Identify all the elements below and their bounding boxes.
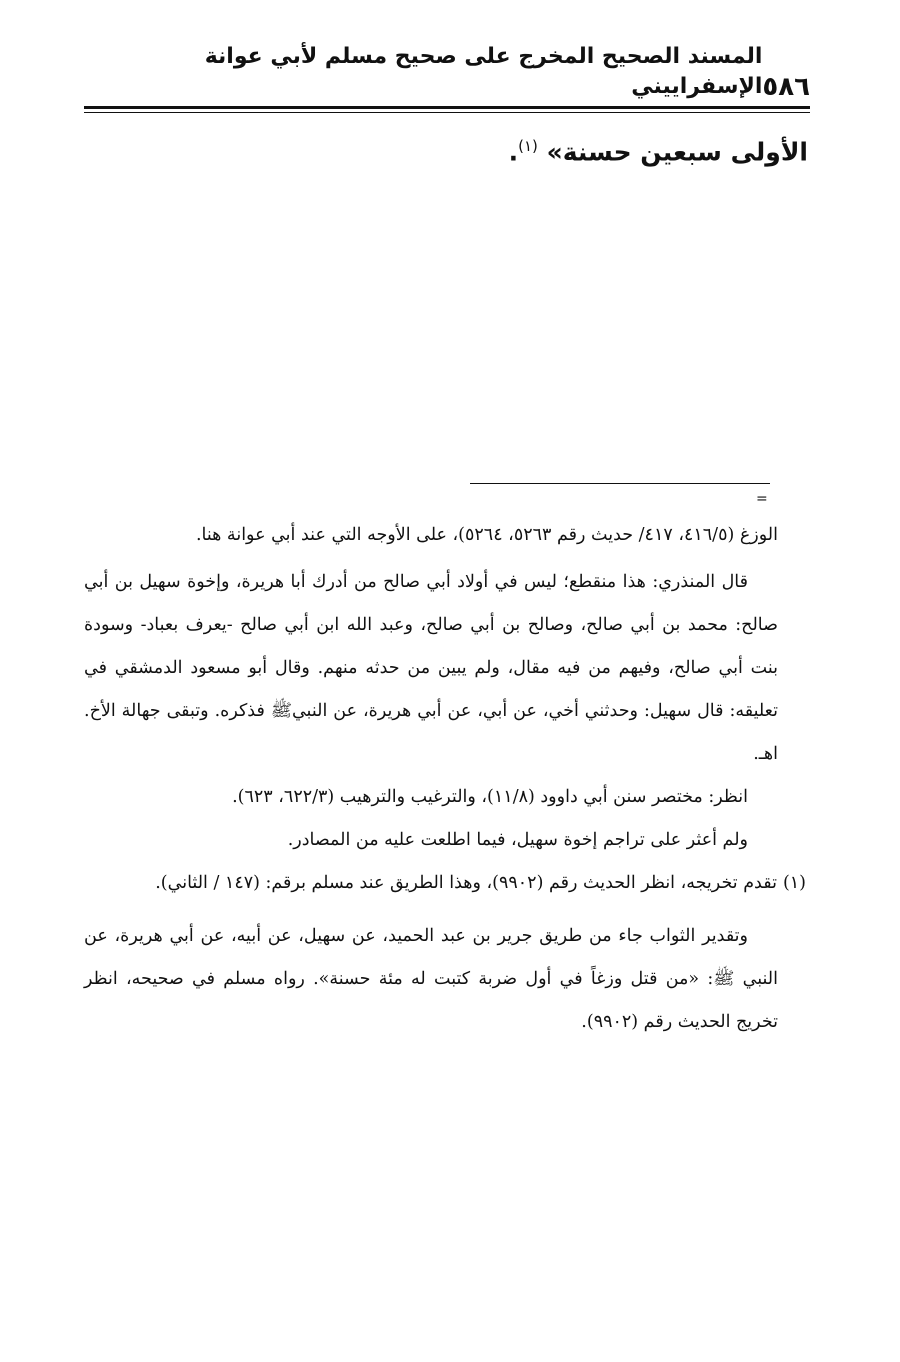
footnote-1 bbox=[84, 862, 806, 905]
running-title: المسند الصحيح المخرج على صحيح مسلم لأبي عوانة الإسفراييني bbox=[204, 44, 763, 99]
footnotes bbox=[84, 514, 806, 1044]
footnote-paragraph: انظر: مختصر سنن أبي داوود (١١/٨)، والترغيب والترهيب (٦٢٢/٣، ٦٢٣). bbox=[232, 787, 748, 807]
main-text-end: . bbox=[508, 137, 519, 167]
page-number: ٥٨٦ bbox=[762, 72, 810, 102]
continuation-mark: = bbox=[756, 491, 768, 507]
footnote-number: (١) bbox=[782, 873, 806, 893]
main-text bbox=[108, 126, 808, 172]
footnote-reference[interactable]: (١) bbox=[518, 137, 538, 155]
running-header bbox=[84, 44, 810, 102]
footnote-paragraph: قال المنذري: هذا منقطع؛ ليس في أولاد أبي صالح من أدرك أبا هريرة، وإخوة سهيل بن أبي صالح: محمد بن أبي صالح، وصالح بن أبي صالح، وعبد الله ابن أبي صالح -يعرف بعباد- وسودة بنت أبي صالح، وفيهم من فيه مقال، ولم يبين من حدثه منهم. وقال أبو مسعود الدمشقي في تعليقه: قال سهيل: وحدثني أخي، عن أبي، عن أبي هريرة، عن النبيﷺ فذكره. وتبقى جهالة الأخ. اهـ. bbox=[84, 572, 778, 764]
header-rule-thin bbox=[84, 112, 810, 113]
footnote-paragraph: الوزغ (٤١٦/٥، ٤١٧/ حديث رقم ٥٢٦٣، ٥٢٦٤)، على الأوجه التي عند أبي عوانة هنا. bbox=[195, 525, 778, 545]
main-text-line: الأولى سبعين حسنة» bbox=[546, 137, 808, 167]
footnote-paragraph: ولم أعثر على تراجم إخوة سهيل، فيما اطلعت عليه من المصادر. bbox=[287, 830, 748, 850]
footnote-separator bbox=[470, 483, 770, 484]
header-rule-thick bbox=[84, 106, 810, 109]
footnote-paragraph: وتقدير الثواب جاء من طريق جرير بن عبد الحميد، عن سهيل، عن أبيه، عن أبي هريرة، عن النبي ﷺ: «من قتل وزغاً في أول ضربة كتبت له مئة حسنة». رواه مسلم في صحيحه، انظر تخريج الحديث رقم (٩٩٠٢). bbox=[84, 926, 778, 1032]
footnote-1-text: تقدم تخريجه، انظر الحديث رقم (٩٩٠٢)، وهذا الطريق عند مسلم برقم: (١٤٧ / الثاني). bbox=[155, 873, 777, 893]
